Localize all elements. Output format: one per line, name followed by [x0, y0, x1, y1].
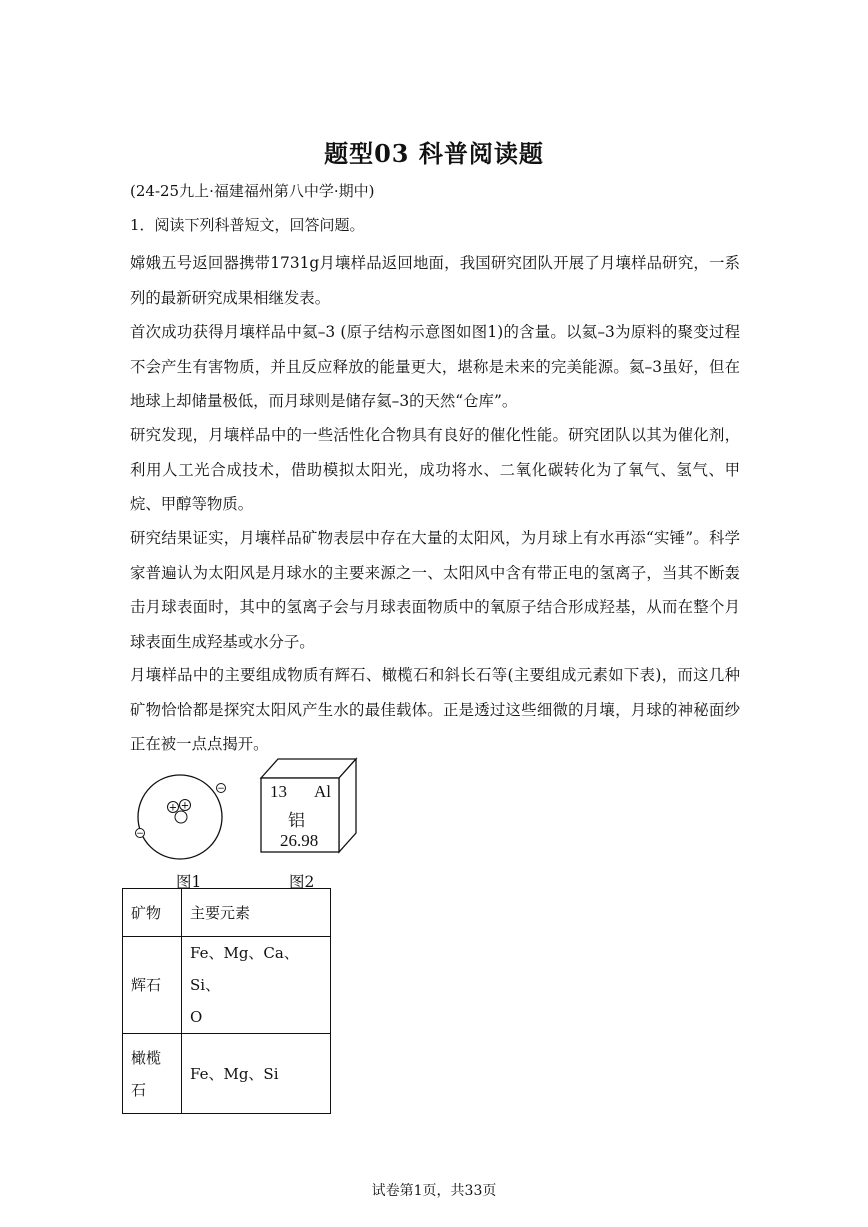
mineral-name: 石: [131, 1080, 147, 1099]
table-cell-mineral: [123, 1034, 182, 1114]
table-cell-elements: [182, 937, 331, 1034]
question-source: (24-25九上·福建福州第八中学·期中): [130, 182, 375, 200]
figure2-caption: 图2: [289, 873, 315, 891]
page-footer: 试卷第1页，共33页: [371, 1183, 497, 1199]
paragraph: 嫦娥五号返回器携带1731g月壤样品返回地面，我国研究团队开展了月壤样品研究，一系列的最新研究成果相继发表。: [130, 254, 740, 307]
atom-structure-diagram: [130, 770, 230, 865]
proton-symbol: +: [168, 802, 178, 814]
atomic-mass: 26.98: [280, 831, 319, 850]
elements-line: Fe、Mg、Ca、Si、: [190, 944, 299, 994]
paragraph: 研究结果证实，月壤样品矿物表层中存在大量的太阳风，为月球上有水再添“实锤”。科学家普遍认为太阳风是月球水的主要来源之一、太阳风中含有带正电的氢离子，当其不断轰击月球表面时，其中的氢离子会与月球表面物质中的氧原子结合形成羟基，从而在整个月球表面生成羟基或水分子。: [130, 529, 740, 651]
atomic-number: 13: [270, 782, 287, 801]
figure1-caption: 图1: [176, 873, 202, 891]
proton-symbol: +: [180, 800, 190, 812]
elements-line: Fe、Mg、Si: [190, 1064, 279, 1083]
table-row: [123, 1034, 331, 1114]
mineral-elements-table: [122, 888, 331, 1114]
table-cell-elements: [182, 1034, 331, 1114]
table-header-row: [123, 889, 331, 937]
electron-symbol: −: [136, 829, 144, 839]
mineral-name: 辉石: [131, 976, 162, 994]
neutron: [175, 811, 187, 823]
paragraph: 研究发现，月壤样品中的一些活性化合物具有良好的催化性能。研究团队以其为催化剂，利用人工光合成技术，借助模拟太阳光，成功将水、二氧化碳转化为了氧气、氢气、甲烷、甲醇等物质。: [130, 426, 740, 513]
page-title: 题型03 科普阅读题: [324, 139, 544, 168]
mineral-name: 橄榄: [131, 1048, 162, 1067]
table-cell-mineral: [123, 937, 182, 1034]
table-header-cell: 矿物: [123, 889, 182, 937]
element-symbol: Al: [314, 782, 331, 801]
paragraph: 首次成功获得月壤样品中氦–3 (原子结构示意图如图1)的含量。以氦–3为原料的聚变过程不会产生有害物质，并且反应释放的能量更大，堪称是未来的完美能源。氦–3虽好，但在地球上却储量极低，而月球则是储存氦–3的天然“仓库”。: [130, 323, 740, 410]
question-prompt: 1．阅读下列科普短文，回答问题。: [130, 216, 365, 234]
electron-symbol: −: [217, 784, 225, 794]
table-row: [123, 937, 331, 1034]
element-name: 铝: [288, 811, 305, 830]
elements-line: O: [190, 1008, 203, 1026]
paragraph: 月壤样品中的主要组成物质有辉石、橄榄石和斜长石等(主要组成元素如下表)，而这几种矿物恰恰都是探究太阳风产生水的最佳载体。正是透过这些细微的月壤，月球的神秘面纱正在被一点点揭开。: [130, 666, 740, 753]
table-header-cell: 主要元素: [182, 889, 331, 937]
